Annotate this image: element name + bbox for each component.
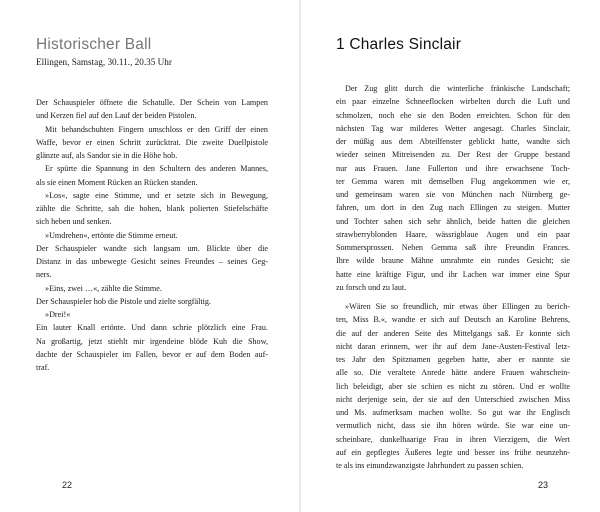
text-line: nur aus Frauen. Jane Fullerton und ihre erwachsene Toch- [336, 163, 570, 173]
text-line: als sie einen Moment Rücken an Rücken standen. [36, 177, 198, 187]
text-line: glänzte auf, als Sandor sie in die Höhe hob. [36, 151, 178, 160]
text-line: und gemeinsam waren sie von München nach Nürnberg ge- [336, 190, 570, 199]
text-line: Der Zug glitt durch die winterliche fränkische Landschaft; [345, 84, 570, 93]
right-body-text [336, 82, 570, 472]
text-line: schmolzen, noch ehe sie den Boden erreichten. Schon für den [336, 110, 570, 120]
text-line: die auf der anderen Seite des Mittelgangs saß. Er konnte sich [336, 328, 570, 338]
text-line: vermutlich nicht, dass sie ihn hören würde. Sie war eine un- [336, 421, 570, 431]
text-line: »Los«, sagte eine Stimme, und er setzte sich in Bewegung, [45, 190, 268, 200]
text-line: alle so. Die veraltete Anrede hätte andere Frauen wahrschein- [336, 368, 570, 378]
text-line: ter Gemma waren mit demselben Flug angekommen wie er, [336, 176, 570, 186]
text-line: dachte der Schauspieler im Fallen, bevor er auf dem Boden auf- [36, 349, 268, 359]
text-line: »Eins, zwei …«, zählte die Stimme. [45, 283, 162, 293]
text-line: »Umdrehen«, ertönte die Stimme erneut. [45, 230, 178, 240]
text-line: Mit behandschuhten Fingern umschloss er den Griff der einen [45, 124, 268, 134]
text-line: Der Schauspieler hob die Pistole und zielte sorgfältig. [36, 296, 211, 306]
text-line: Der Schauspieler wandte sich langsam um. Blickte über die [36, 243, 268, 253]
text-line: Distanz in das unbewegte Gesicht seines Freundes – seines Geg- [36, 257, 268, 266]
left-body-text [36, 96, 268, 374]
text-line: nicht daran erinnern, wer ihr auf dem Jane-Austen-Festival letz- [336, 341, 570, 351]
text-line: und Ms. aufmerksam machen wollte. So gut war ihr Englisch [336, 408, 570, 417]
text-line: der müßig aus dem Abteilfenster geblickt hatte, wandte sich [336, 137, 570, 146]
chapter-title-left: Historischer Ball [36, 36, 152, 53]
text-line: scheinbare, dunkelhaarige Frau in ihren Vierzigern, die Wert [336, 434, 570, 444]
text-line: zu forsch und zu laut. [336, 282, 407, 292]
text-line: ners. [36, 270, 52, 280]
text-line: fahren, um dort in den Zug nach Ellingen zu steigen. Mutter [336, 203, 570, 213]
text-line: ten, Miss B.«, wandte er sich auf Deutsch an Karoline Behrens, [336, 315, 570, 325]
chapter-subtitle: Ellingen, Samstag, 30.11., 20.35 Uhr [36, 57, 172, 67]
text-line: und Tochter sahen sich sehr ähnlich, beide hatten die gleichen [336, 216, 570, 226]
text-line: Ein lauter Knall ertönte. Und dann schrie plötzlich eine Frau. [36, 323, 268, 333]
text-line: zählte die Schritte, sah die hohen, blank polierten Stiefelschäfte [36, 204, 268, 213]
text-line: Na großartig, jetzt stiehlt mir irgendeine blöde Kuh die Show, [36, 336, 268, 346]
text-line: hatte eine kräftige Figur, und ihr Lachen war immer eine Spur [336, 269, 570, 279]
right-page [300, 0, 600, 512]
text-line: »Drei!« [45, 310, 71, 319]
text-line: traf. [36, 363, 50, 372]
text-line: tes Jahr den Spitznamen gegeben hatte, aber er nannte sie [336, 355, 570, 364]
page-number-left: 22 [62, 480, 73, 490]
text-line: ein paar einzelne Schneeflocken wirbelten durch die Luft und [336, 97, 570, 107]
text-line: »Wären Sie so freundlich, mir etwas über Ellingen zu berich- [345, 302, 570, 311]
text-line: Er spürte die Spannung in den Schultern des anderen Mannes, [45, 164, 268, 174]
text-line: nächsten Tag war milderes Wetter angesagt. Charles Sinclair, [336, 123, 570, 133]
chapter-title-right: 1 Charles Sinclair [336, 36, 462, 53]
page-number-right: 23 [538, 480, 549, 490]
text-line: auf ein gepflegtes Äußeres legte und besser ins frühe neunzehn- [336, 447, 570, 457]
text-line: Sommersprossen. Neben Gemma saß ihre Freundin Frances. [336, 243, 570, 252]
text-line: Der Schauspieler öffnete die Schatulle. Der Schein von Lampen [36, 98, 268, 107]
text-line: nicht derjenige sein, der sie auf den Unterschied zwischen Miss [336, 394, 570, 404]
text-line: sich heben und senken. [36, 217, 112, 227]
text-line: strawberryblonden Haare, wässrigblaue Augen und ein paar [336, 229, 570, 239]
text-line: Ihre wilde braune Mähne umrahmte ein rundes Gesicht; sie [336, 256, 570, 266]
text-line: lich beleidigt, aber sie schien es nicht zu stören. Und er wollte [336, 381, 570, 391]
text-line: wieder seinen Mitreisenden zu. Der Rest der Gruppe bestand [336, 150, 570, 160]
text-line: und Kerzen fiel auf den Lauf der beiden Pistolen. [36, 111, 197, 121]
text-line: te als ins einundzwanzigste Jahrhundert zu passen schien. [336, 461, 524, 470]
text-line: Waffe, bevor er einen Schritt zurücktrat. Die zweite Duellpistole [36, 137, 268, 147]
